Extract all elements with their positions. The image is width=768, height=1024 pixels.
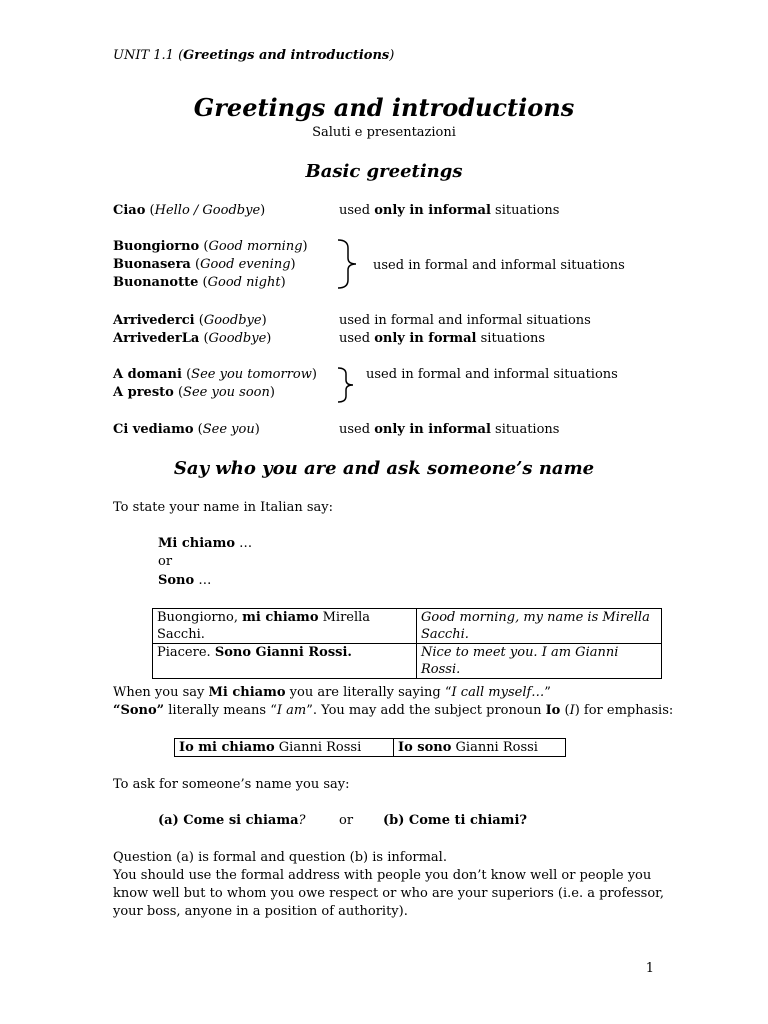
greeting-arrivederla (113, 330, 271, 348)
greeting-ciao (113, 202, 265, 220)
greeting-translation: Good morning (208, 239, 303, 254)
table-cell: Nice to meet you. I am Gianni Rossi. (417, 644, 662, 679)
explanation-line-2 (113, 702, 673, 720)
greeting-buongiorno (113, 238, 308, 256)
section-heading-say-who-you-are: Say who you are and ask someone’s name (173, 458, 595, 479)
usage-pre: used (339, 331, 375, 346)
ellipsis: … (194, 573, 212, 588)
intro-text: To state your name in Italian say: (113, 500, 333, 515)
paren-open: ( (190, 257, 201, 272)
page-number: 1 (645, 961, 654, 976)
table-cell (175, 739, 394, 757)
greeting-translation: Goodbye (208, 331, 267, 346)
text: When you say (113, 685, 209, 700)
greeting-word: Arrivederci (113, 313, 195, 328)
greeting-translation: Hello / Goodbye (154, 203, 261, 218)
usage-post: situations (490, 422, 560, 437)
greeting-ci-vediamo (113, 421, 260, 439)
cell-text: Good morning, my name is Mirella (421, 610, 650, 625)
ellipsis: … (235, 536, 253, 551)
greeting-translation: See you (202, 422, 255, 437)
explanation-line-1 (113, 684, 551, 702)
greeting-word: Buonasera (113, 257, 191, 272)
usage-emphasis: only in informal (374, 422, 491, 437)
brace-icon (336, 366, 358, 404)
text: you are literally saying “ (285, 685, 452, 700)
paragraph-line-1: Question (a) is formal and question (b) is informal. (113, 850, 447, 865)
phrase-bold: Mi chiamo (158, 536, 236, 551)
paren-open: ( (181, 367, 192, 382)
unit-label: UNIT 1.1 ( (113, 48, 184, 63)
greeting-word: Ci vediamo (113, 422, 194, 437)
paren-close: ) (290, 257, 296, 272)
text-italic: ? (298, 813, 306, 828)
example-table (152, 608, 662, 679)
table-row (153, 609, 662, 644)
text: ” (544, 685, 551, 700)
page-subtitle: Saluti e presentazioni (312, 125, 456, 140)
greeting-translation: See you tomorrow (191, 367, 312, 382)
usage-post: situations (476, 331, 546, 346)
usage-pre: used (339, 422, 375, 437)
example-or: or (158, 554, 173, 569)
paren-close: ) (260, 203, 266, 218)
paren-close: ) (302, 239, 308, 254)
phrase-bold: Sono (158, 573, 195, 588)
unit-title: Greetings and introductions (183, 48, 390, 63)
cell-text: Gianni Rossi (274, 740, 362, 755)
greeting-buonanotte (113, 274, 286, 292)
cell-text: Sacchi. (421, 627, 469, 642)
paren-close: ) (254, 422, 260, 437)
paren-open: ( (194, 313, 204, 328)
usage-post: situations (490, 203, 560, 218)
question-b: (b) Come ti chiami? (383, 813, 527, 828)
table-cell (417, 609, 662, 644)
text-italic: I call myself… (451, 685, 545, 700)
example-mi-chiamo (158, 535, 252, 553)
text-bold: (a) Come si chiama (158, 813, 299, 828)
greeting-translation: Goodbye (203, 313, 262, 328)
cell-bold: Io sono (398, 740, 452, 755)
ask-name-text: To ask for someone’s name you say: (113, 777, 350, 792)
paren-open: ( (193, 422, 203, 437)
table-cell (153, 609, 417, 644)
table-row (175, 739, 566, 757)
text: ) for emphasis: (574, 703, 674, 718)
paren-open: ( (173, 385, 184, 400)
cell-text: Buongiorno, (157, 610, 243, 625)
greeting-word: Buongiorno (113, 239, 200, 254)
usage-ci-vediamo (339, 421, 559, 439)
page-title: Greetings and introductions (193, 93, 575, 122)
greeting-a-presto (113, 384, 275, 402)
cell-text: Piacere. (157, 645, 215, 660)
paren-close: ) (269, 385, 275, 400)
usage-group1: used in formal and informal situations (373, 258, 625, 273)
brace-icon (336, 238, 362, 290)
cell-bold: Sono Gianni Rossi. (214, 645, 352, 660)
paragraph-line-4: your boss, anyone in a position of authority). (113, 904, 408, 919)
usage-group2: used in formal and informal situations (366, 367, 618, 382)
greeting-a-domani (113, 366, 317, 384)
paren-close: ) (261, 313, 267, 328)
example-sono (158, 572, 211, 590)
usage-emphasis: only in informal (374, 203, 491, 218)
usage-pre: used (339, 203, 375, 218)
cell-bold: Io mi chiamo (179, 740, 275, 755)
text-bold: Io (545, 703, 561, 718)
question-or: or (339, 813, 354, 828)
greeting-arrivederci (113, 312, 267, 330)
greeting-translation: Good night (207, 275, 281, 290)
pronoun-table (174, 738, 566, 757)
unit-close: ) (389, 48, 395, 63)
greeting-word: Ciao (113, 203, 146, 218)
paren-close: ) (311, 367, 317, 382)
section-heading-basic-greetings: Basic greetings (305, 161, 463, 182)
greeting-word: Buonanotte (113, 275, 199, 290)
text: literally means “ (164, 703, 277, 718)
usage-ciao (339, 202, 559, 220)
text-italic: I (569, 703, 575, 718)
paren-open: ( (199, 331, 209, 346)
text-bold: Mi chiamo (208, 685, 286, 700)
paragraph-line-3: know well but to whom you owe respect or who are your superiors (i.e. a professor, (113, 886, 665, 901)
text-bold: “Sono” (113, 703, 165, 718)
greeting-translation: Good evening (200, 257, 291, 272)
table-cell (394, 739, 566, 757)
paragraph-line-2: You should use the formal address with people you don’t know well or people you (113, 868, 652, 883)
cell-text: Mirella (318, 610, 371, 625)
cell-text: Sacchi. (157, 627, 205, 642)
greeting-word: ArrivederLa (113, 331, 200, 346)
paren-close: ) (266, 331, 272, 346)
paren-close: ) (280, 275, 286, 290)
greeting-translation: See you soon (183, 385, 270, 400)
greeting-buonasera (113, 256, 296, 274)
usage-arrivederci: used in formal and informal situations (339, 313, 591, 328)
greeting-word: A presto (113, 385, 174, 400)
unit-header (113, 47, 394, 65)
paren-open: ( (199, 239, 209, 254)
table-row (153, 644, 662, 679)
text-italic: I am (276, 703, 307, 718)
table-cell (153, 644, 417, 679)
greeting-word: A domani (113, 367, 182, 382)
text: ”. You may add the subject pronoun (306, 703, 546, 718)
question-a (158, 812, 306, 830)
cell-bold: mi chiamo (242, 610, 319, 625)
paren-open: ( (145, 203, 155, 218)
text: ( (560, 703, 570, 718)
usage-emphasis: only in formal (374, 331, 477, 346)
cell-text: Gianni Rossi (451, 740, 538, 755)
paren-open: ( (198, 275, 208, 290)
usage-arrivederla (339, 330, 545, 348)
